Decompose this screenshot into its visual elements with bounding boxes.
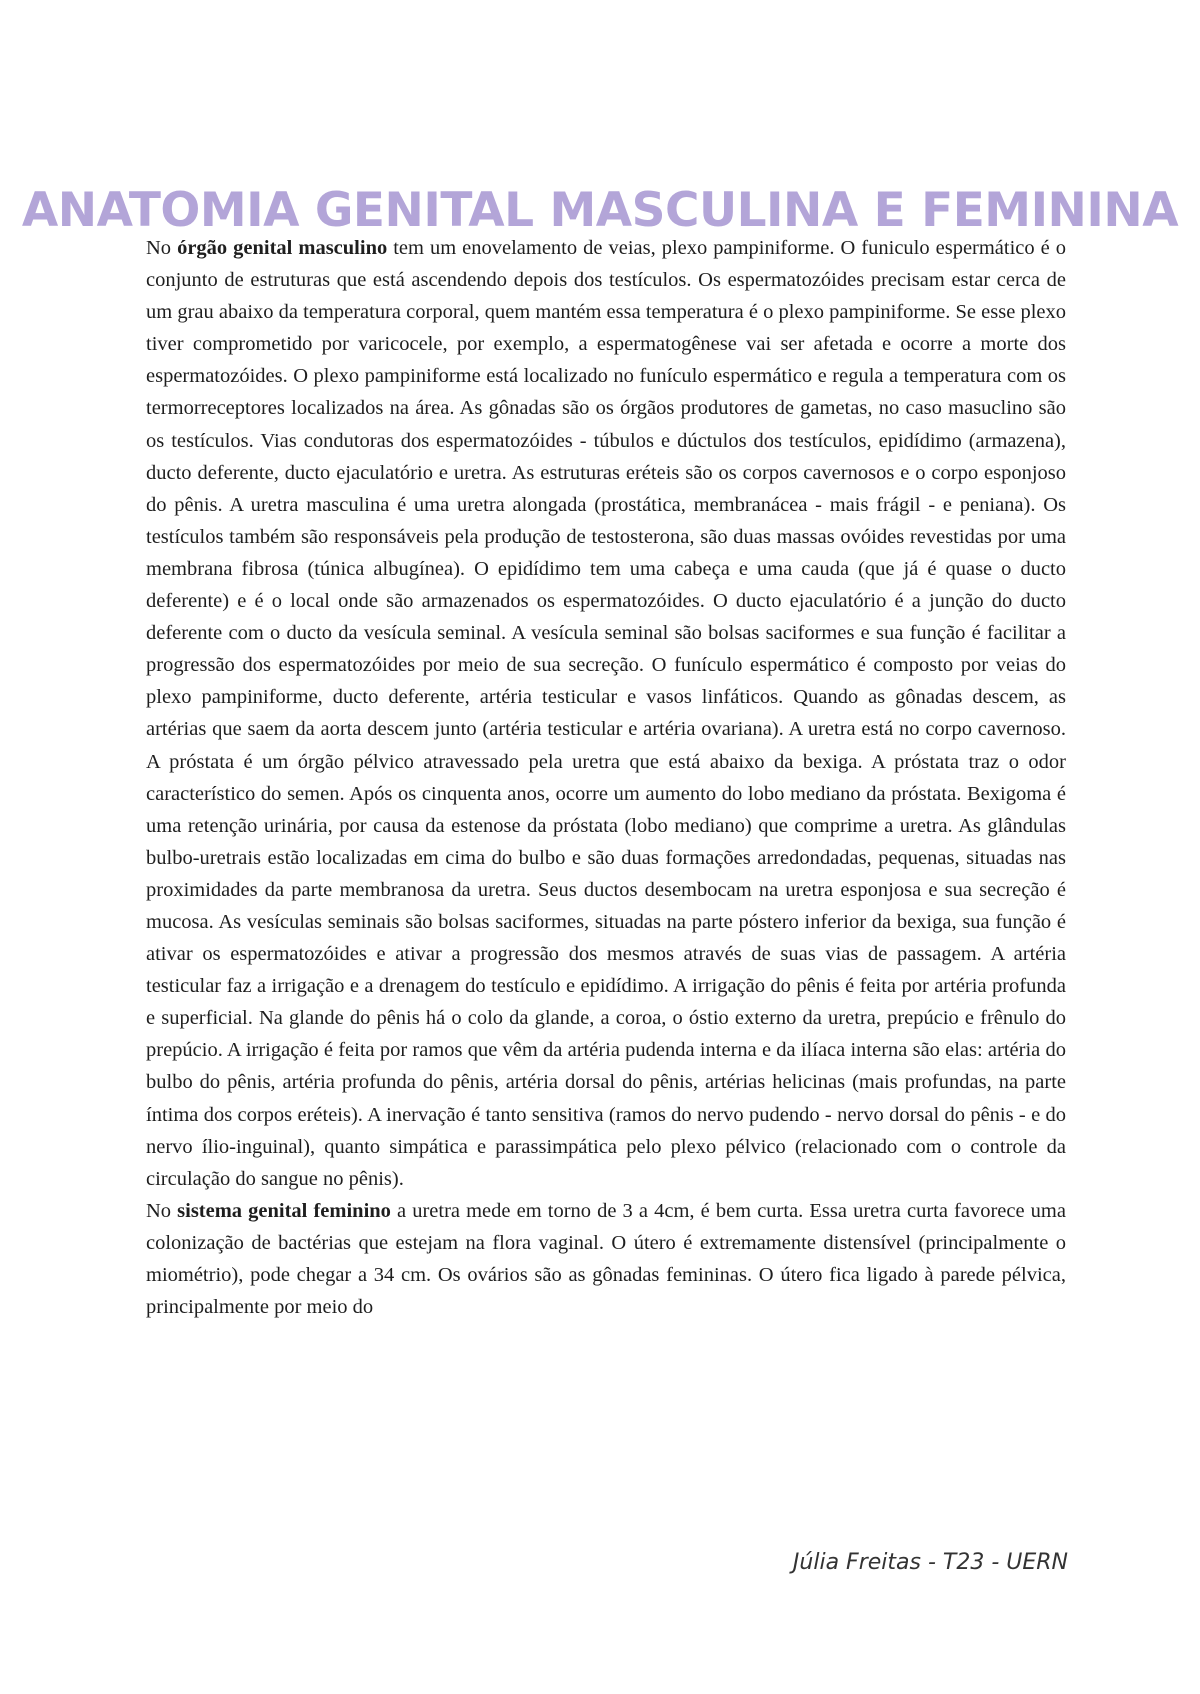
paragraph-female [146, 1195, 1066, 1323]
paragraph-text: tem um enovelamento de veias, plexo pampiniforme. O funiculo espermático é o conjunto de estruturas que está ascendendo depois dos testículos. Os espermatozóides precisam estar cerca de um grau abaixo da temperatura corporal, quem mantém essa temperatura é o plexo pampiniforme. Se esse plexo tiver comprometido por varicocele, por exemplo, a espermatogênese vai ser afetada e ocorre a morte dos espermatozóides. O plexo pampiniforme está localizado no funículo espermático e regula a temperatura com os termorreceptores localizados na área. As gônadas são os órgãos produtores de gametas, no caso masuclino são os testículos. Vias condutoras dos espermatozóides - túbulos e dúctulos dos testículos, epidídimo (armazena), ducto deferente, ducto ejaculatório e uretra. As estruturas eréteis são os corpos cavernosos e o corpo esponjoso do pênis. A uretra masculina é uma uretra alongada (prostática, membranácea - mais frágil - e peniana). Os testículos também são responsáveis pela produção de testosterona, são duas massas ovóides revestidas por uma membrana fibrosa (túnica albugínea). O epidídimo tem uma cabeça e uma cauda (que já é quase o ducto deferente) e é o local onde são armazenados os espermatozóides. O ducto ejaculatório é a junção do ducto deferente com o ducto da vesícula seminal. A vesícula seminal são bolsas saciformes e sua função é facilitar a progressão dos espermatozóides por meio de sua secreção. O funículo espermático é composto por veias do plexo pampiniforme, ducto deferente, artéria testicular e vasos linfáticos. Quando as gônadas descem, as artérias que saem da aorta descem junto (artéria testicular e artéria ovariana). A uretra está no corpo cavernoso. A próstata é um órgão pélvico atravessado pela uretra que está abaixo da bexiga. A próstata traz o odor característico do semen. Após os cinquenta anos, ocorre um aumento do lobo mediano da próstata. Bexigoma é uma retenção urinária, por causa da estenose da próstata (lobo mediano) que comprime a uretra. As glândulas bulbo-uretrais estão localizadas em cima do bulbo e são duas formações arredondadas, pequenas, situadas nas proximidades da parte membranosa da uretra. Seus ductos desembocam na uretra esponjosa e sua secreção é mucosa. As vesículas seminais são bolsas saciformes, situadas na parte póstero inferior da bexiga, sua função é ativar os espermatozóides e ativar a progressão dos mesmos através de suas vias de passagem. A artéria testicular faz a irrigação e a drenagem do testículo e epidídimo. A irrigação do pênis é feita por artéria profunda e superficial. Na glande do pênis há o colo da glande, a coroa, o óstio externo da uretra, prepúcio e frênulo do prepúcio. A irrigação é feita por ramos que vêm da artéria pudenda interna e da ilíaca interna são elas: artéria do bulbo do pênis, artéria profunda do pênis, artéria dorsal do pênis, artérias helicinas (mais profundas, na parte íntima dos corpos eréteis). A inervação é tanto sensitiva (ramos do nervo pudendo - nervo dorsal do pênis - e do nervo ílio-inguinal), quanto simpática e parassimpática pelo plexo pélvico (relacionado com o controle da circulação do sangue no pênis). [146, 237, 1066, 1190]
document-body [146, 232, 1066, 1323]
paragraph-bold-term: órgão genital masculino [177, 237, 388, 259]
paragraph-text: a uretra mede em torno de 3 a 4cm, é bem curta. Essa uretra curta favorece uma colonização de bactérias que estejam na flora vaginal. O útero é extremamente distensível (principalmente o miométrio), pode chegar a 34 cm. Os ovários são as gônadas femininas. O útero fica ligado à parede pélvica, principalmente por meio do [146, 1199, 1066, 1319]
document-title: ANATOMIA GENITAL MASCULINA E FEMININA [21, 183, 1179, 239]
paragraph-lead: No [146, 237, 178, 259]
author-footer: Júlia Freitas - T23 - UERN [792, 1550, 1068, 1575]
paragraph-male [146, 232, 1066, 1195]
paragraph-bold-term: sistema genital feminino [177, 1199, 391, 1222]
paragraph-lead: No [146, 1199, 178, 1222]
